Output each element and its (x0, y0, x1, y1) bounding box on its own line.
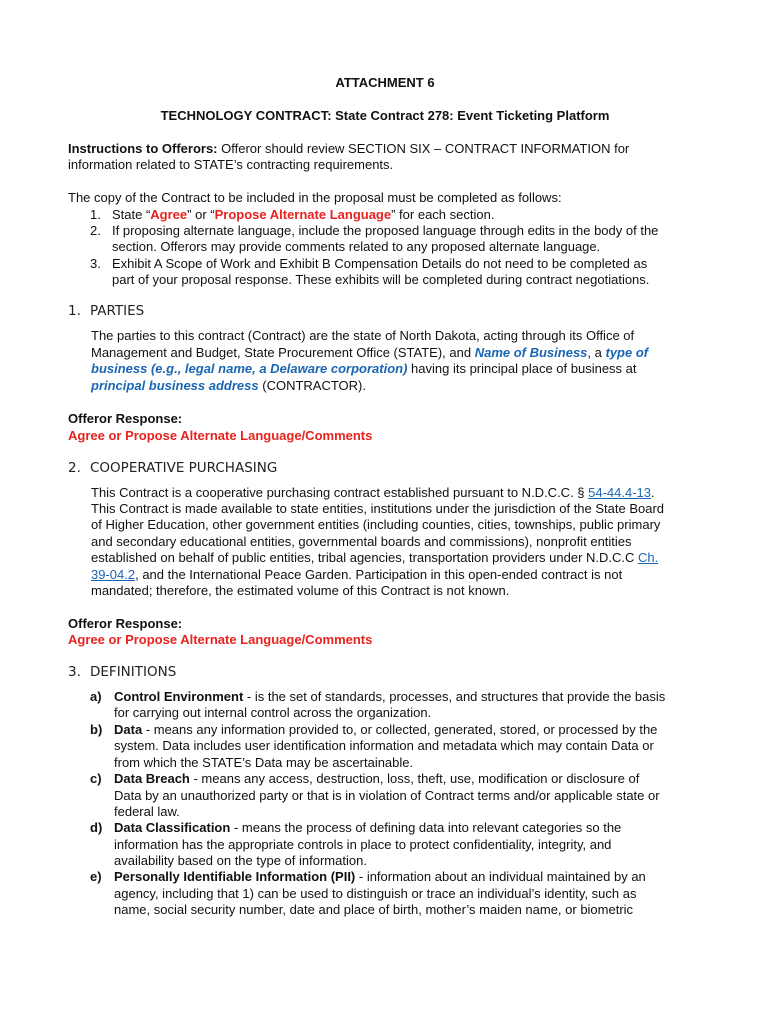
definition-cont: agency, including that 1) can be used to distinguish or trace an individual’s identity, such as (114, 886, 637, 901)
definition-item: e) Personally Identifiable Information (PII) - information about an individual maintained by an (90, 869, 646, 884)
definition-term: Data (114, 722, 143, 737)
propose-alternate-text: Propose Alternate Language (214, 207, 392, 222)
offeror-response-text: Agree or Propose Alternate Language/Comments (68, 428, 373, 443)
ndcc-link-54-44-4-13[interactable]: 54-44.4-13 (588, 485, 652, 500)
definition-item: c) Data Breach - means any access, destruction, loss, theft, use, modification or disclosure of (90, 771, 640, 786)
definition-cont: for carrying out internal control across the organization. (114, 705, 432, 720)
offeror-response-label-2: Offeror Response: (68, 616, 183, 631)
definition-item: a) Control Environment - is the set of standards, processes, and structures that provide the basis (90, 689, 666, 704)
definition-cont: information has the appropriate controls in place to protect confidentiality, integrity, and (114, 837, 612, 852)
section-heading-cooperative: 2. COOPERATIVE PURCHASING (68, 460, 278, 476)
definition-cont: availability based on the type of information. (114, 853, 367, 868)
definition-term: Data Breach (114, 771, 190, 786)
offeror-response-label: Offeror Response: (68, 411, 183, 426)
cooperative-line-5: established on behalf of public entities, tribal agencies, transportation providers under N.D.C.C Ch. (91, 550, 659, 565)
definition-item: d) Data Classification - means the process of defining data into relevant categories so the (90, 820, 622, 835)
cooperative-line-4: and secondary educational entities, governmental boards and commissions), nonprofit entities (91, 534, 632, 549)
agree-text: Agree (150, 207, 188, 222)
definition-term: Data Classification (114, 820, 231, 835)
cooperative-line-7: mandated; therefore, the estimated volume of this Contract is not known. (91, 583, 510, 598)
instruction-item-1: 1. State “Agree” or “Propose Alternate Language” for each section. (90, 207, 495, 222)
offeror-response-text-2: Agree or Propose Alternate Language/Comments (68, 632, 373, 647)
cooperative-line-1: This Contract is a cooperative purchasing contract established pursuant to N.D.C.C. § 54-44.4-13. (91, 485, 655, 500)
instructions-intro: The copy of the Contract to be included in the proposal must be completed as follows: (68, 190, 562, 205)
ndcc-link-39-04-2[interactable]: 39-04.2 (91, 567, 136, 582)
section-heading-definitions: 3. DEFINITIONS (68, 664, 177, 680)
parties-line-4: principal business address (CONTRACTOR). (91, 378, 366, 393)
cooperative-line-2: This Contract is made available to state entities, institutions under the jurisdiction of the State Board (91, 501, 665, 516)
instruction-item-2-cont: section. Offerors may provide comments related to any proposed alternate language. (112, 239, 601, 254)
instructions-line-2: information related to STATE’s contracting requirements. (68, 157, 394, 172)
definition-cont: Data by an unauthorized party or that is in violation of Contract terms and/or applicable state or (114, 788, 660, 803)
attachment-title: ATTACHMENT 6 (335, 75, 435, 90)
definition-item: b) Data - means any information provided to, or collected, generated, stored, or processed by the (90, 722, 658, 737)
section-heading-parties: 1. PARTIES (68, 303, 145, 319)
instruction-item-3-cont: part of your proposal response. These exhibits will be completed during contract negotiations. (112, 272, 650, 287)
definition-term: Personally Identifiable Information (PII) (114, 869, 356, 884)
definition-cont: from which the STATE’s Data may be ascertainable. (114, 755, 414, 770)
contract-title: TECHNOLOGY CONTRACT: State Contract 278: Event Ticketing Platform (160, 108, 610, 123)
definition-cont: federal law. (114, 804, 180, 819)
parties-line-1: The parties to this contract (Contract) are the state of North Dakota, acting through its Office of (91, 328, 635, 343)
type-of-business-placeholder: type of (605, 345, 649, 360)
instructions-label: Instructions to Offerors: (68, 141, 218, 156)
business-address-placeholder: principal business address (91, 378, 259, 393)
instruction-item-2: 2. If proposing alternate language, include the proposed language through edits in the body of the (90, 223, 659, 238)
cooperative-line-6: 39-04.2, and the International Peace Garden. Participation in this open-ended contract is not (91, 567, 623, 582)
cooperative-line-3: of Higher Education, other government entities (including counties, cities, townships, public primary (91, 517, 661, 532)
ndcc-link-ch[interactable]: Ch. (638, 550, 659, 565)
definition-cont: name, social security number, date and place of birth, mother’s maiden name, or biometric (114, 902, 634, 917)
instruction-item-3: 3. Exhibit A Scope of Work and Exhibit B Compensation Details do not need to be completed as (90, 256, 648, 271)
definition-cont: system. Data includes user identification information and metadata which may contain Data or (114, 738, 654, 753)
definition-term: Control Environment (114, 689, 244, 704)
name-of-business-placeholder: Name of Business (474, 345, 588, 360)
parties-line-2: Management and Budget, State Procurement Office (STATE), and Name of Business, a type of (91, 345, 649, 360)
parties-line-3: business (e.g., legal name, a Delaware corporation) having its principal place of business at (91, 361, 637, 376)
instructions-line-1: Instructions to Offerors: Offeror should review SECTION SIX – CONTRACT INFORMATION for (68, 141, 630, 156)
